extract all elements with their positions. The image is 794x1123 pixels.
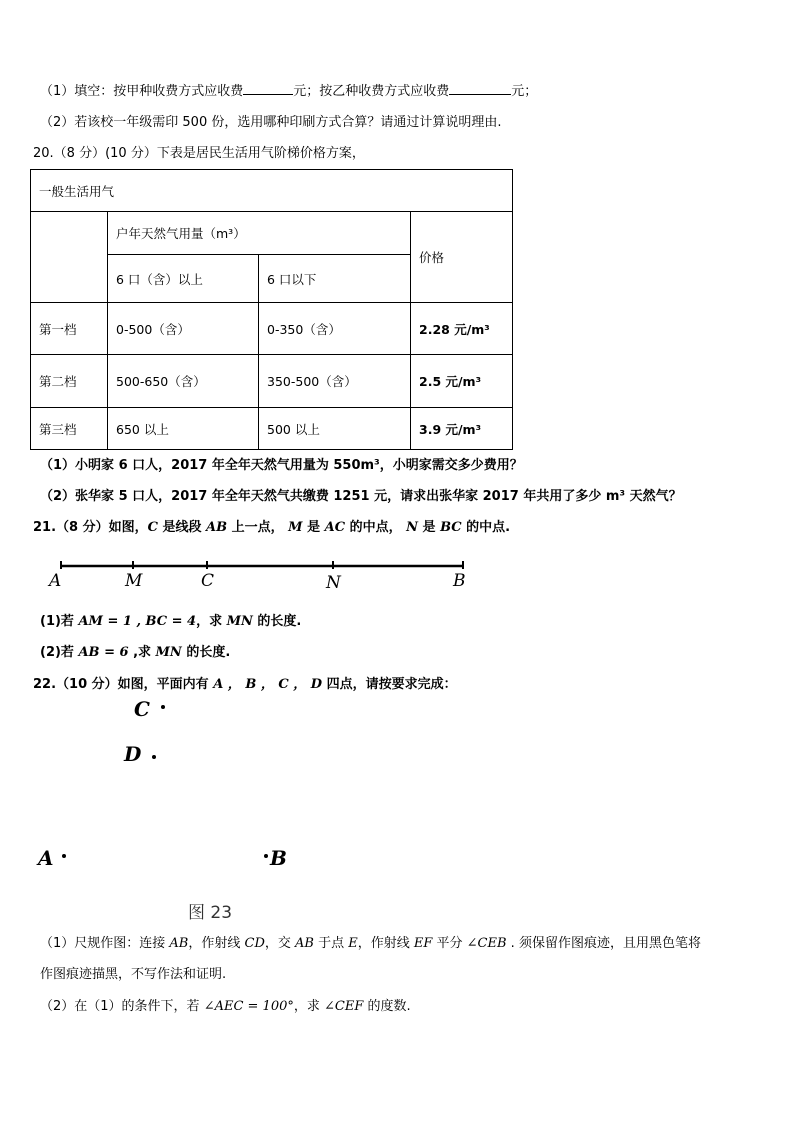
col-six-above: 6 口（含）以上 bbox=[108, 255, 259, 303]
label-n: N bbox=[326, 573, 341, 593]
label-c: C bbox=[201, 571, 215, 591]
answer-blank-1[interactable] bbox=[243, 82, 293, 95]
point-d-dot bbox=[152, 755, 156, 759]
table-row: 第二档 500-650（含） 350-500（含） 2.5 元/m³ bbox=[31, 355, 513, 408]
answer-blank-2[interactable] bbox=[449, 82, 511, 95]
table-header: 一般生活用气 bbox=[31, 170, 513, 212]
q20-part1: （1）小明家 6 口人，2017 年全年天然气用量为 550m³，小明家需交多少费用？ bbox=[40, 458, 523, 473]
q19-part2: （2）若该校一年级需印 500 份，选用哪种印刷方式合算？请通过计算说明理由. bbox=[40, 115, 502, 130]
label-b: B bbox=[453, 571, 466, 591]
point-c-label: C bbox=[134, 697, 150, 721]
table-row: 第一档 0-500（含） 0-350（含） 2.28 元/m³ bbox=[31, 303, 513, 355]
q22-part2: （2）在（1）的条件下，若 ∠AEC = 100°，求 ∠CEF 的度数. bbox=[40, 999, 411, 1014]
gas-price-table bbox=[30, 169, 513, 450]
point-a-dot bbox=[62, 854, 66, 858]
label-m: M bbox=[125, 571, 143, 591]
q20-part2: （2）张华家 5 口人，2017 年全年天然气共缴费 1251 元，请求出张华家 2017 年共用了多少 m³ 天然气？ bbox=[40, 489, 682, 504]
point-b-dot bbox=[264, 854, 268, 858]
q22-title: 22.（10 分）如图，平面内有 A ， B ， C ， D 四点，请按要求完成： bbox=[33, 677, 457, 692]
figure-caption: 图 23 bbox=[188, 903, 233, 923]
q21-part1: (1)若 AM = 1 , BC = 4，求 MN 的长度. bbox=[40, 614, 302, 629]
empty-cell bbox=[31, 212, 108, 303]
point-a-label: A bbox=[38, 846, 54, 870]
point-d-label: D bbox=[124, 742, 142, 766]
q22-part1-line2: 作图痕迹描黑，不写作法和证明. bbox=[40, 967, 227, 982]
label-a: A bbox=[49, 571, 62, 591]
q21-part2: (2)若 AB = 6 ,求 MN 的长度. bbox=[40, 645, 231, 660]
col-six-below: 6 口以下 bbox=[259, 255, 411, 303]
q22-part1: （1）尺规作图：连接 AB，作射线 CD，交 AB 于点 E，作射线 EF 平分 ∠CEB . 须保留作图痕迹，且用黑色笔将 bbox=[40, 936, 701, 951]
usage-header: 户年天然气用量（m³） bbox=[108, 212, 411, 255]
point-c-dot bbox=[161, 705, 165, 709]
q19-part1: （1）填空：按甲种收费方式应收费 元；按乙种收费方式应收费 元； bbox=[40, 84, 538, 99]
point-b-label: B bbox=[270, 846, 287, 870]
q21-title: 21.（8 分）如图，C 是线段 AB 上一点， M 是 AC 的中点， N 是 BC 的中点. bbox=[33, 520, 511, 535]
price-header: 价格 bbox=[411, 212, 513, 303]
q20-title: 20.（8 分）(10 分）下表是居民生活用气阶梯价格方案， bbox=[33, 146, 365, 161]
line-segment-figure bbox=[45, 555, 475, 595]
table-row: 第三档 650 以上 500 以上 3.9 元/m³ bbox=[31, 408, 513, 450]
